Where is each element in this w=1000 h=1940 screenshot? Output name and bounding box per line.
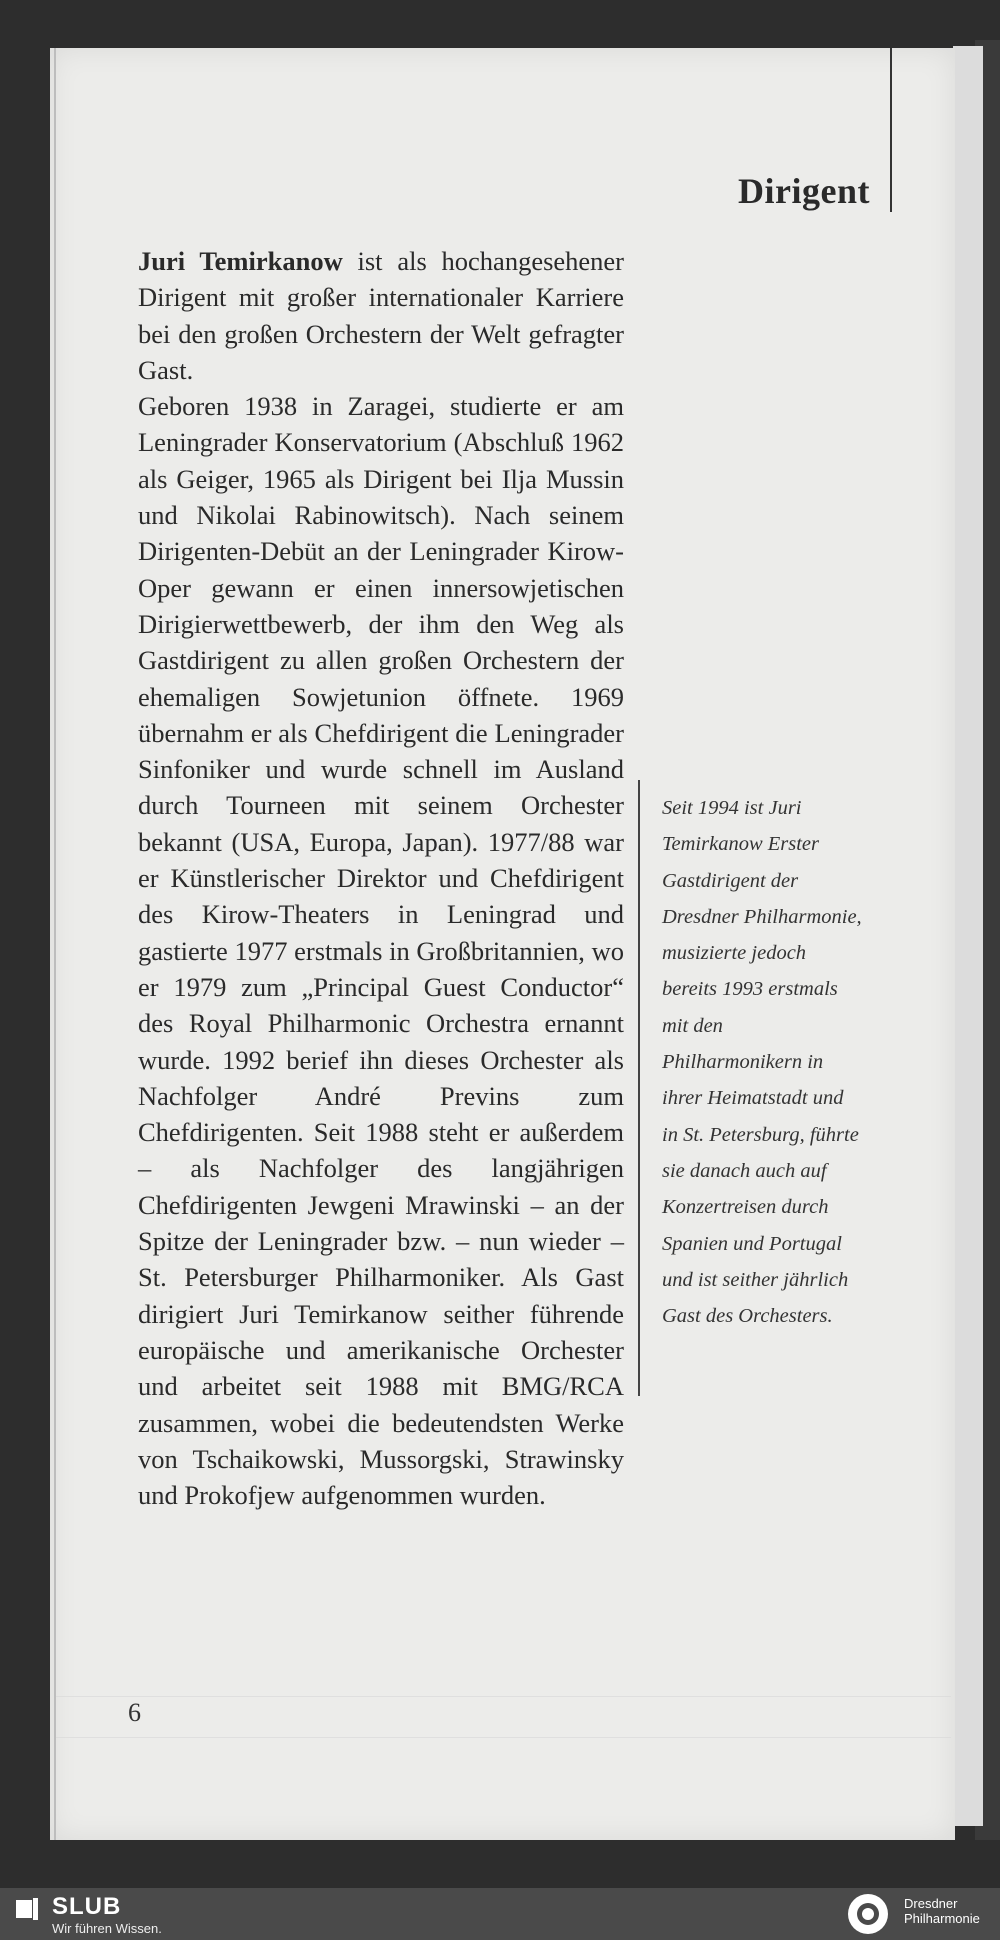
page-title: Dirigent bbox=[738, 171, 870, 211]
page-number: 6 bbox=[128, 1698, 141, 1727]
page-edge bbox=[953, 46, 983, 1826]
intro-text: ist als hochangesehener Dirigent mit großer internationaler Karriere bei den großen Orchestern der Welt gefragter Gast. bbox=[138, 246, 625, 385]
margin-rule bbox=[638, 780, 640, 1396]
footer-lines bbox=[56, 1696, 951, 1738]
biography-paragraph: Geboren 1938 in Zaragei, studierte er am Leningrader Konservatorium (Abschluß 1962 als Geiger, 1965 als Dirigent bei Ilja Mussin und Nikolai Rabinowitsch). Nach seinem Dirigenten-Debüt an der Leningrader Kirow-Oper gewann er einen innersowjetischen Dirigierwettbewerb, der ihm den Weg als Gastdirigent zu allen großen Orchestern der ehemaligen Sowjetunion öffnete. 1969 übernahm er als Chefdirigent die Leningrader Sinfoniker und wurde schnell im Ausland durch Tourneen mit seinem Orchester bekannt (USA, Europa, Japan). 1977/88 war er Künstlerischer Direktor und Chefdirigent des Kirow-Theaters in Leningrad und gastierte 1977 erstmals in Großbritannien, wo er 1979 zum „Principal Guest Conductor“ des Royal Philharmonic Orchestra ernannt wurde. 1992 berief ihn dieses Orchester als Nachfolger André Previns zum Chefdirigenten. Seit 1988 steht er außerdem – als Nachfolger des langjährigen Chefdirigenten Jewgeni Mrawinski – an der Spitze der Leningrader bzw. – nun wieder – St. Petersburger Philharmoniker. Als Gast dirigiert Juri Temirkanow seither führende europäische und amerikanische Orchester und arbeitet seit 1988 mit BMG/RCA zusammen, wobei die bedeutendsten Werke von Tschaikowski, Mussorgski, Strawinsky und Prokofjew aufgenommen wurden. bbox=[138, 391, 624, 1511]
slub-logo-icon[interactable] bbox=[14, 1896, 40, 1922]
partner-name-line1: Dresdner bbox=[904, 1896, 958, 1911]
page-fold-line bbox=[54, 48, 56, 1840]
partner-name-line2: Philharmonie bbox=[904, 1911, 980, 1926]
dresdner-philharmonie-logo-icon[interactable] bbox=[842, 1890, 894, 1938]
slub-name[interactable]: SLUB bbox=[52, 1893, 122, 1920]
conductor-name: Juri Temirkanow bbox=[138, 246, 343, 276]
partner-name[interactable] bbox=[904, 1896, 980, 1926]
intro-paragraph bbox=[138, 243, 624, 388]
slub-tagline: Wir führen Wissen. bbox=[52, 1921, 162, 1936]
body-text bbox=[138, 243, 624, 1513]
header-rule bbox=[890, 48, 892, 212]
margin-note: Seit 1994 ist Juri Temirkanow Erster Gastdirigent der Dresdner Philharmonie, musizierte jedoch bereits 1993 erstmals mit den Philharmonikern in ihrer Heimatstadt und in St. Petersburg, führte sie danach auch auf Konzertreisen durch Spanien und Portugal und ist seither jährlich Gast des Orchesters. bbox=[662, 797, 862, 1328]
